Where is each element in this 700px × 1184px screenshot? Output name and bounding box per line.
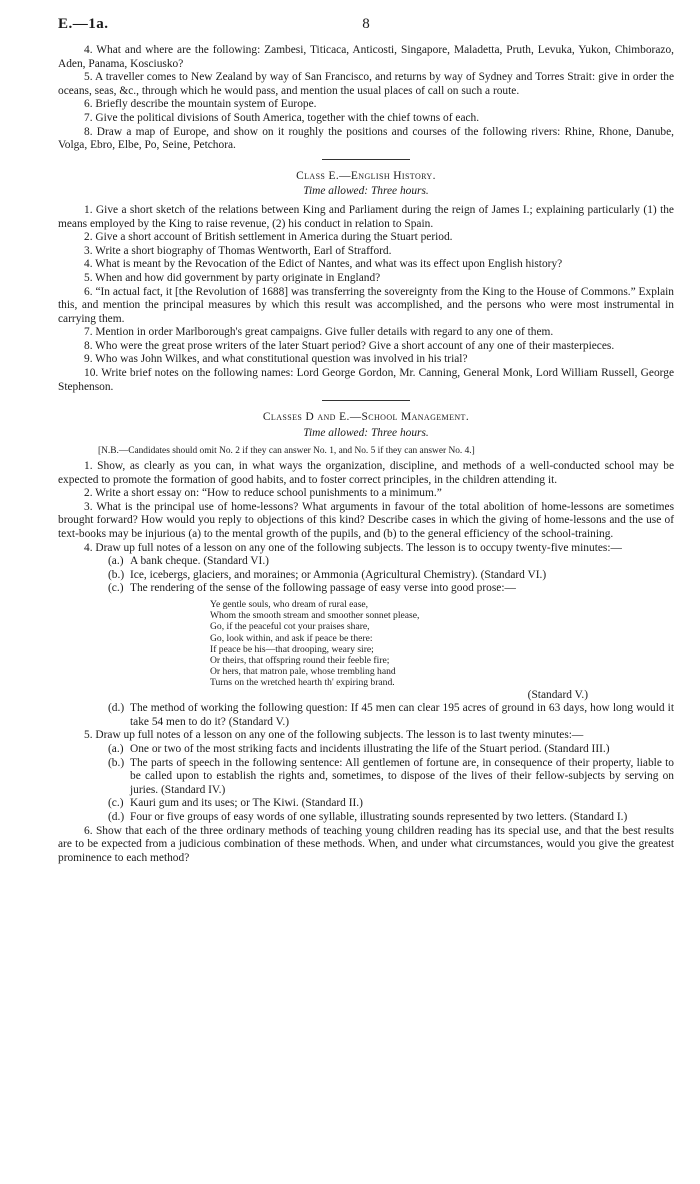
sub-question-label: (a.) bbox=[108, 742, 124, 755]
geography-questions bbox=[58, 44, 674, 153]
sub-question-text: Four or five groups of easy words of one syllable, illustrating sounds represented by two letters. (Standard I.) bbox=[130, 810, 628, 823]
page-header bbox=[58, 18, 674, 44]
verse-passage bbox=[210, 599, 674, 689]
verse-line: Whom the smooth stream and smoother sonnet please, bbox=[210, 610, 420, 622]
verse-line: Go, look within, and ask if peace be there: bbox=[210, 632, 373, 644]
question-item: 3. Write a short biography of Thomas Wentworth, Earl of Strafford. bbox=[84, 244, 392, 257]
question-item: 8. Draw a map of Europe, and show on it roughly the positions and courses of the following rivers: Rhine, Rhone, Danube, Volga, Ebro, Elbe, Po, Seine, Petchora. bbox=[58, 125, 674, 152]
sub-question bbox=[108, 555, 674, 569]
standard-label: (Standard V.) bbox=[527, 688, 588, 701]
history-section bbox=[58, 170, 674, 395]
sub-question-label: (b.) bbox=[108, 756, 125, 769]
question-item: 10. Write brief notes on the following names: Lord George Gordon, Mr. Canning, General Monk, Lord William Russell, George Stephenson. bbox=[58, 367, 674, 393]
sub-question bbox=[108, 702, 674, 729]
question-item: 6. Briefly describe the mountain system of Europe. bbox=[84, 98, 317, 111]
section-title: Class E.—English History. bbox=[296, 169, 436, 182]
sub-question-text: A bank cheque. (Standard VI.) bbox=[130, 555, 269, 568]
sub-question bbox=[108, 743, 674, 757]
sub-question bbox=[108, 811, 674, 825]
verse-line: If peace be his—that drooping, weary sire; bbox=[210, 643, 374, 655]
section-divider bbox=[322, 159, 410, 160]
verse-line: Go, if the peaceful cot your praises share, bbox=[210, 621, 370, 633]
question-item: 2. Write a short essay on: “How to reduce school punishments to a minimum.” bbox=[84, 487, 442, 500]
sub-question-label: (d.) bbox=[108, 810, 125, 823]
sub-question-label: (c.) bbox=[108, 797, 124, 810]
question-item: 9. Who was John Wilkes, and what constitutional question was involved in his trial? bbox=[84, 353, 468, 366]
sub-question-label: (c.) bbox=[108, 582, 124, 595]
time-allowed: Time allowed: Three hours. bbox=[303, 185, 429, 198]
question-item: 4. What and where are the following: Zambesi, Titicaca, Anticosti, Singapore, Maladetta, Pruth, Levuka, Yukon, Chimborazo, Aden, Panama, Kosciusko? bbox=[58, 44, 674, 70]
question-item: 6. “In actual fact, it [the Revolution of 1688] was transferring the sovereignty from the King to the House of Commons.” Explain this, and mention the principal measures by which this result was accomplished, and the persons who were most instrumental in carrying them. bbox=[58, 285, 674, 325]
question-item: 4. What is meant by the Revocation of the Edict of Nantes, and what was its effect upon English history? bbox=[84, 258, 563, 271]
section-title: Classes D and E.—School Management. bbox=[262, 411, 470, 424]
sub-question bbox=[108, 569, 674, 583]
document-reference: E.—1a. bbox=[58, 16, 109, 32]
sub-question-text: The parts of speech in the following sentence: All gentlemen of fortune are, in consequence of their property, liable to be called upon to establish the rights and, sometimes, to dispose of the lives of their fellow-subjects by serving on juries. (Standard IV.) bbox=[130, 756, 674, 796]
question-item: 4. Draw up full notes of a lesson on any one of the following subjects. The lesson is to occupy twenty-five minutes:— bbox=[84, 541, 622, 554]
verse-line: Or hers, that matron pale, whose trembling hand bbox=[210, 666, 396, 678]
school-management-section bbox=[58, 411, 674, 865]
question-item: 7. Give the political divisions of South America, together with the chief towns of each. bbox=[84, 111, 480, 124]
sub-question-text: The rendering of the sense of the following passage of easy verse into good prose:— bbox=[130, 582, 516, 595]
instruction-note: [N.B.—Candidates should omit No. 2 if they can answer No. 1, and No. 5 if they can answer No. 4.] bbox=[98, 446, 475, 457]
page-number: 8 bbox=[362, 16, 370, 32]
verse-line: Or theirs, that offspring round their feeble fire; bbox=[210, 654, 390, 666]
sub-question-label: (a.) bbox=[108, 555, 124, 568]
sub-question-label: (d.) bbox=[108, 702, 125, 715]
question-item: 5. A traveller comes to New Zealand by way of San Francisco, and returns by way of Sydney and Torres Strait: give in order the oceans, seas, &c., through which he would pass, and mention the usual places of call on such a route. bbox=[58, 71, 674, 97]
question-item: 5. When and how did government by party originate in England? bbox=[84, 271, 381, 284]
question-item: 8. Who were the great prose writers of the later Stuart period? Give a short account of any one of their masterpieces. bbox=[84, 339, 615, 352]
verse-line: Turns on the wretched hearth th' expiring brand. bbox=[210, 677, 395, 689]
question-item: 7. Mention in order Marlborough's great campaigns. Give fuller details with regard to any one of them. bbox=[84, 326, 554, 339]
sub-question-text: Kauri gum and its uses; or The Kiwi. (Standard II.) bbox=[130, 797, 363, 810]
question-item: 5. Draw up full notes of a lesson on any one of the following subjects. The lesson is to last twenty minutes:— bbox=[84, 729, 584, 742]
sub-question bbox=[108, 582, 674, 596]
question-item: 2. Give a short account of British settlement in America during the Stuart period. bbox=[84, 231, 453, 244]
sub-question-text: One or two of the most striking facts and incidents illustrating the life of the Stuart period. (Standard III.) bbox=[130, 742, 610, 755]
sub-question-text: The method of working the following question: If 45 men can clear 195 acres of ground in 63 days, how long would it take 54 men to do it? (Standard V.) bbox=[130, 702, 674, 728]
question-item: 6. Show that each of the three ordinary methods of teaching young children reading has its special use, and that the best results are to be expected from a judicious combination of these methods. When, and under what circumstances, would you give the greatest prominence to each method? bbox=[58, 824, 674, 864]
verse-line: Ye gentle souls, who dream of rural ease, bbox=[210, 598, 369, 610]
question-item: 1. Show, as clearly as you can, in what ways the organization, discipline, and methods of a well-conducted school may be expected to promote the formation of good habits, and to foster correct principles, in the children attending it. bbox=[58, 460, 674, 486]
sub-question-label: (b.) bbox=[108, 568, 125, 581]
sub-question bbox=[108, 757, 674, 798]
sub-question bbox=[108, 797, 674, 811]
section-divider bbox=[322, 400, 410, 401]
sub-question-text: Ice, icebergs, glaciers, and moraines; or Ammonia (Agricultural Chemistry). (Standard VI.) bbox=[130, 568, 547, 581]
question-item: 1. Give a short sketch of the relations between King and Parliament during the reign of James I.; explaining particularly (1) the means employed by the King to raise revenue, (2) his conduct in relation to Spain. bbox=[58, 203, 674, 230]
time-allowed: Time allowed: Three hours. bbox=[303, 426, 429, 439]
question-item: 3. What is the principal use of home-lessons? What arguments in favour of the total abolition of home-lessons are sometimes brought forward? How would you reply to objections of this kind? Describe cases in which the giving of home-lessons and the use of text-books may be injurious (a) to the mental growth of the pupils, and (b) to the general efficiency of the school-training. bbox=[58, 500, 674, 540]
